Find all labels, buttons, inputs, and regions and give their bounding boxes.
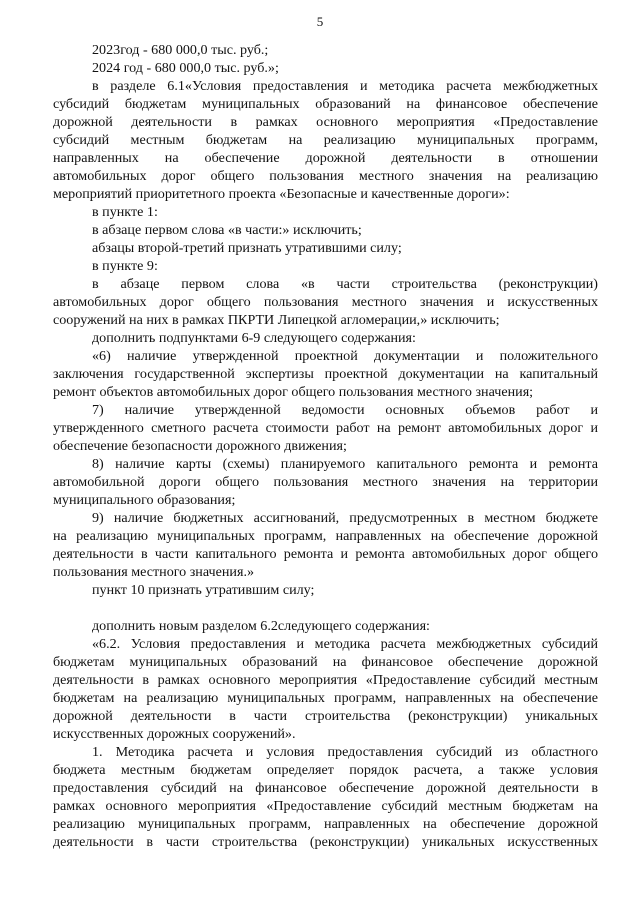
text-line: 8) наличие карты (схемы) планируемого капитального ремонта и ремонта (92, 456, 598, 472)
text-line: дорожной деятельности в рамках основного мероприятия «Предоставление (53, 114, 598, 130)
text-line: муниципального образования; (53, 492, 236, 508)
document-body (53, 41, 598, 851)
page-number: 5 (316, 14, 324, 29)
text-line: в абзаце первом слова «в части строительства (реконструкции) (92, 276, 598, 292)
text-line: направленных на обеспечение дорожной деятельности в отношении (53, 150, 598, 166)
text-line: автомобильных дорог общего пользования местного значения на реализацию (53, 168, 598, 184)
text-line: искусственных дорожных сооружений». (53, 726, 296, 742)
text-line: заключения государственной экспертизы проектной документации на капитальный (53, 366, 598, 382)
text-line: «6.2. Условия предоставления и методика расчета межбюджетных субсидий (92, 636, 598, 652)
text-line: реализацию муниципальных программ, направленных на обеспечение дорожной (53, 816, 598, 832)
text-line: на реализацию муниципальных программ, направленных на обеспечение дорожной (53, 528, 598, 544)
text-line: субсидий бюджетам муниципальных образований на финансовое обеспечение (53, 96, 598, 112)
text-line: деятельности в рамках основного мероприятия «Предоставление субсидий местным (53, 672, 598, 688)
text-line: 9) наличие бюджетных ассигнований, предусмотренных в местном бюджете (92, 510, 598, 526)
text-line: бюджета местным бюджетам определяет порядок расчета, а также условия (53, 762, 598, 778)
text-line: бюджетам на реализацию муниципальных программ, направленных на обеспечение (53, 690, 598, 706)
text-line: абзацы второй-третий признать утратившими силу; (92, 240, 402, 256)
text-line: 2023год - 680 000,0 тыс. руб.; (92, 42, 269, 58)
text-line: 1. Методика расчета и условия предоставления субсидий из областного (92, 744, 598, 760)
text-line: автомобильной дороги общего пользования местного значения на территории (53, 474, 598, 490)
text-line: в разделе 6.1«Условия предоставления и методика расчета межбюджетных (92, 78, 598, 94)
text-line: предоставления субсидий на финансовое обеспечение дорожной деятельности в (53, 780, 598, 796)
text-line: дополнить новым разделом 6.2следующего содержания: (92, 618, 430, 634)
text-line: утвержденного сметного расчета стоимости работ на ремонт автомобильных дорог и (53, 420, 598, 436)
text-line: рамках основного мероприятия «Предоставление субсидий местным бюджетам на (53, 798, 598, 814)
text-line: в абзаце первом слова «в части:» исключить; (92, 222, 362, 238)
text-line: деятельности в части капитального ремонта и ремонта автомобильных дорог общего (53, 546, 598, 562)
text-line: пункт 10 признать утратившим силу; (92, 582, 315, 598)
text-line (53, 599, 598, 617)
text-line: автомобильных дорог общего пользования местного значения и искусственных (53, 294, 598, 310)
text-line: мероприятий приоритетного проекта «Безопасные и качественные дороги»: (53, 186, 510, 202)
text-line: бюджетам муниципальных образований на финансовое обеспечение дорожной (53, 654, 598, 670)
text-line: в пункте 9: (92, 258, 158, 274)
text-line: субсидий местным бюджетам на реализацию муниципальных программ, (53, 132, 598, 148)
text-line: 2024 год - 680 000,0 тыс. руб.»; (92, 60, 279, 76)
text-line: сооружений на них в рамках ПКРТИ Липецкой агломерации,» исключить; (53, 312, 500, 328)
text-line: в пункте 1: (92, 204, 158, 220)
text-line: «6) наличие утвержденной проектной документации и положительного (92, 348, 598, 364)
text-line: деятельности в части строительства (реконструкции) уникальных искусственных (53, 834, 598, 850)
text-line: пользования местного значения.» (53, 564, 255, 580)
text-line: 7) наличие утвержденной ведомости основных объемов работ и (92, 402, 598, 418)
text-line: дорожной деятельности в части строительства (реконструкции) уникальных (53, 708, 598, 724)
text-line: ремонт объектов автомобильных дорог общего пользования местного значения; (53, 384, 534, 400)
text-line: обеспечение безопасности дорожного движения; (53, 438, 347, 454)
text-line: дополнить подпунктами 6-9 следующего содержания: (92, 330, 416, 346)
